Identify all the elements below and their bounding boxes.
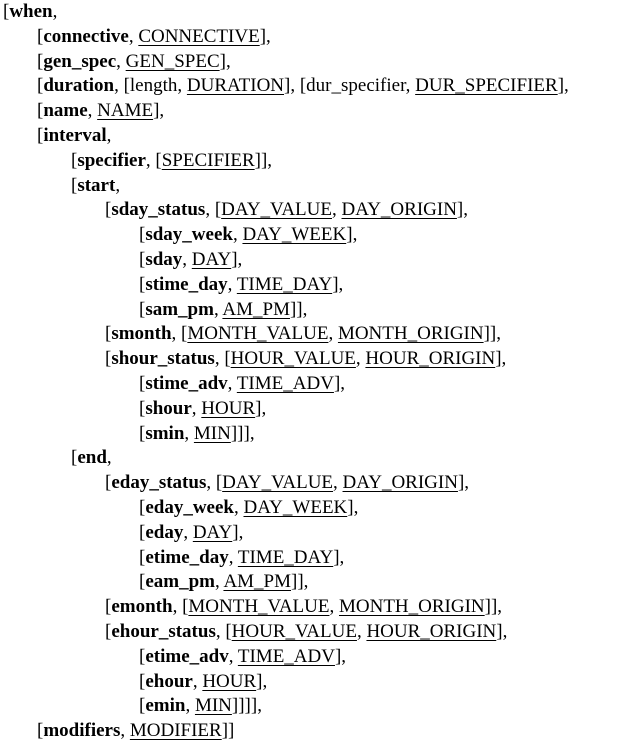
structure-line (105, 619, 507, 644)
feature-value: TIME_ADV (237, 645, 335, 667)
structure-line (71, 148, 272, 173)
punctuation: , (228, 546, 238, 568)
punctuation: ], (347, 497, 359, 518)
punctuation: ], (231, 249, 243, 270)
feature-name: eday_status (111, 472, 207, 494)
punctuation: ], (256, 670, 268, 692)
feature-value: MODIFIER (129, 720, 222, 742)
punctuation: [ (71, 447, 78, 469)
feature-value: AM_PM (222, 298, 290, 320)
structure-line (105, 346, 506, 371)
structure-line (139, 222, 357, 247)
feature-name: name (43, 100, 88, 122)
structure-line (139, 421, 255, 446)
punctuation: , (214, 571, 224, 593)
feature-value: MONTH_VALUE (188, 596, 330, 618)
structure-line (37, 718, 234, 743)
structure-line (71, 173, 120, 198)
punctuation: , (227, 373, 237, 394)
punctuation: , [length, (114, 75, 187, 97)
feature-value: HOUR_VALUE (230, 348, 356, 370)
punctuation: ], (232, 521, 244, 543)
feature-value: DAY (192, 521, 233, 543)
punctuation: [ (105, 621, 112, 642)
punctuation: ], (332, 273, 344, 295)
punctuation: ], (333, 546, 345, 568)
feature-name: sam_pm (145, 298, 214, 320)
punctuation: [ (71, 149, 78, 171)
feature-value: DAY_WEEK (242, 224, 347, 246)
feature-name: modifiers (43, 720, 121, 742)
punctuation: [ (139, 670, 146, 692)
structure-line (139, 495, 358, 520)
punctuation: ], (346, 224, 358, 246)
structure-line (105, 197, 468, 222)
punctuation: [ (139, 397, 146, 419)
feature-value: MIN (193, 422, 231, 444)
punctuation: , (115, 174, 121, 196)
punctuation: [ (105, 323, 112, 345)
punctuation: , (328, 323, 338, 345)
structure-line (139, 520, 243, 545)
punctuation: , (128, 25, 139, 47)
punctuation: , (87, 100, 98, 122)
punctuation: , (233, 497, 244, 518)
punctuation: , [ (206, 472, 223, 494)
feature-value: DAY_ORIGIN (341, 199, 457, 221)
feature-name: shour_status (111, 348, 215, 370)
structure-line (37, 24, 271, 49)
punctuation: , (213, 298, 223, 320)
punctuation: ], (495, 348, 507, 370)
punctuation: , (182, 249, 192, 270)
feature-value: DAY_ORIGIN (342, 472, 458, 494)
feature-value: MIN (194, 695, 232, 717)
punctuation: [ (139, 249, 146, 270)
punctuation: , (116, 50, 126, 72)
punctuation: ]]], (230, 422, 255, 444)
punctuation: , (52, 1, 58, 22)
punctuation: ], (334, 645, 347, 667)
punctuation: , (227, 273, 237, 295)
feature-name: eam_pm (145, 571, 215, 593)
punctuation: ]]]], (231, 695, 262, 717)
feature-value: AM_PM (223, 571, 292, 593)
punctuation: , (184, 422, 194, 444)
feature-name: ehour (145, 670, 193, 692)
punctuation: [ (37, 50, 44, 72)
punctuation: [ (139, 298, 146, 320)
punctuation: , (329, 596, 339, 618)
punctuation: [ (105, 472, 112, 494)
punctuation: [ (139, 373, 146, 394)
feature-name: end (77, 447, 107, 469)
punctuation: ], [dur_specifier, (284, 75, 416, 97)
punctuation: ], (496, 621, 508, 642)
feature-value: HOUR_VALUE (231, 621, 357, 642)
punctuation: ]], (289, 298, 308, 320)
punctuation: [ (105, 596, 112, 618)
punctuation: [ (139, 521, 146, 543)
structure-line (37, 73, 569, 98)
punctuation: , (355, 348, 366, 370)
feature-name: smin (145, 422, 185, 444)
punctuation: , (333, 472, 343, 494)
feature-value: MONTH_ORIGIN (337, 323, 484, 345)
punctuation: , (106, 125, 112, 146)
punctuation: [ (37, 100, 44, 122)
feature-name: when (9, 1, 53, 22)
structure-line (139, 371, 345, 396)
feature-value: CONNECTIVE (138, 25, 260, 47)
feature-value: DAY_VALUE (221, 199, 332, 221)
punctuation: [ (37, 25, 44, 47)
feature-value: DURATION (186, 75, 285, 97)
structure-line (139, 693, 262, 718)
feature-value: TIME_ADV (236, 373, 334, 394)
feature-name: gen_spec (43, 50, 117, 72)
feature-name: start (77, 174, 116, 196)
feature-value: HOUR (202, 670, 257, 692)
punctuation: ]], (254, 149, 273, 171)
punctuation: [ (139, 546, 146, 568)
punctuation: [ (139, 273, 146, 295)
punctuation: , (232, 224, 243, 246)
punctuation: ], (219, 50, 231, 72)
punctuation: [ (105, 348, 112, 370)
feature-name: duration (43, 75, 115, 97)
punctuation: , (228, 645, 238, 667)
feature-value: GEN_SPEC (125, 50, 220, 72)
punctuation: , (183, 521, 193, 543)
feature-value: HOUR (201, 397, 256, 419)
feature-value: HOUR_ORIGIN (365, 348, 496, 370)
punctuation: ]], (483, 323, 501, 345)
punctuation: ], (153, 100, 165, 122)
structure-line (3, 0, 57, 24)
feature-name: interval (43, 125, 107, 146)
punctuation: ], (557, 75, 569, 97)
feature-value: MONTH_VALUE (187, 323, 329, 345)
feature-value: TIME_DAY (236, 273, 333, 295)
feature-value: NAME (97, 100, 154, 122)
punctuation: , (185, 695, 195, 717)
structure-line (37, 98, 164, 123)
punctuation: , [ (205, 199, 222, 221)
feature-value: DAY (191, 249, 232, 270)
structure-line (139, 569, 308, 594)
punctuation: [ (139, 571, 146, 593)
punctuation: , [ (215, 621, 232, 642)
punctuation: , [ (145, 149, 162, 171)
punctuation: [ (139, 695, 146, 717)
punctuation: [ (105, 199, 112, 221)
structure-line (139, 669, 267, 694)
feature-value: TIME_DAY (237, 546, 334, 568)
punctuation: ]], (484, 596, 503, 618)
punctuation: ], (456, 199, 468, 221)
punctuation: ], (457, 472, 470, 494)
structure-line (139, 644, 346, 669)
structure-line (139, 272, 343, 297)
feature-value: DUR_SPECIFIER (415, 75, 558, 97)
feature-name: stime_day (145, 273, 228, 295)
punctuation: , [ (172, 596, 189, 618)
punctuation: , [ (214, 348, 231, 370)
feature-value: SPECIFIER (161, 149, 255, 171)
structure-line (139, 545, 344, 570)
feature-value: HOUR_ORIGIN (366, 621, 497, 642)
punctuation: ], (259, 25, 271, 47)
structure-line (139, 247, 242, 272)
structure-line (37, 49, 231, 74)
feature-name: emonth (111, 596, 173, 618)
punctuation: [ (37, 720, 44, 742)
structure-line (37, 123, 111, 148)
structure-line (105, 470, 469, 495)
structure-line (105, 321, 501, 346)
feature-value: DAY_VALUE (222, 472, 334, 494)
structure-line (139, 396, 266, 421)
punctuation: , (192, 670, 203, 692)
punctuation: [ (139, 645, 146, 667)
punctuation: , [ (171, 323, 188, 345)
feature-name: sday (145, 249, 183, 270)
punctuation: [ (139, 422, 146, 444)
feature-name: ehour_status (111, 621, 216, 642)
feature-name: etime_day (145, 546, 229, 568)
structure-line (71, 445, 112, 470)
feature-name: shour (145, 397, 192, 419)
feature-name: smonth (111, 323, 172, 345)
punctuation: [ (37, 125, 44, 146)
punctuation: [ (37, 75, 44, 97)
punctuation: [ (139, 224, 146, 246)
feature-value: DAY_WEEK (243, 497, 348, 518)
feature-name: etime_adv (145, 645, 229, 667)
punctuation: [ (71, 174, 78, 196)
punctuation: , (120, 720, 130, 742)
feature-name: eday_week (145, 497, 234, 518)
feature-name: stime_adv (145, 373, 228, 394)
punctuation: [ (139, 497, 146, 518)
feature-name: connective (43, 25, 129, 47)
feature-name: specifier (77, 149, 146, 171)
feature-value: MONTH_ORIGIN (338, 596, 485, 618)
punctuation: , (332, 199, 342, 221)
punctuation: ], (333, 373, 346, 394)
punctuation: [ (3, 1, 10, 22)
punctuation: ]], (291, 571, 309, 593)
punctuation: ]] (221, 720, 235, 742)
punctuation: , (191, 397, 202, 419)
feature-name: emin (145, 695, 186, 717)
punctuation: , (356, 621, 367, 642)
feature-name: sday_week (145, 224, 233, 246)
punctuation: ], (255, 397, 267, 419)
feature-name: sday_status (111, 199, 206, 221)
structure-line (105, 594, 502, 619)
feature-name: eday (145, 521, 184, 543)
structure-line (139, 297, 307, 322)
punctuation: , (106, 447, 112, 469)
